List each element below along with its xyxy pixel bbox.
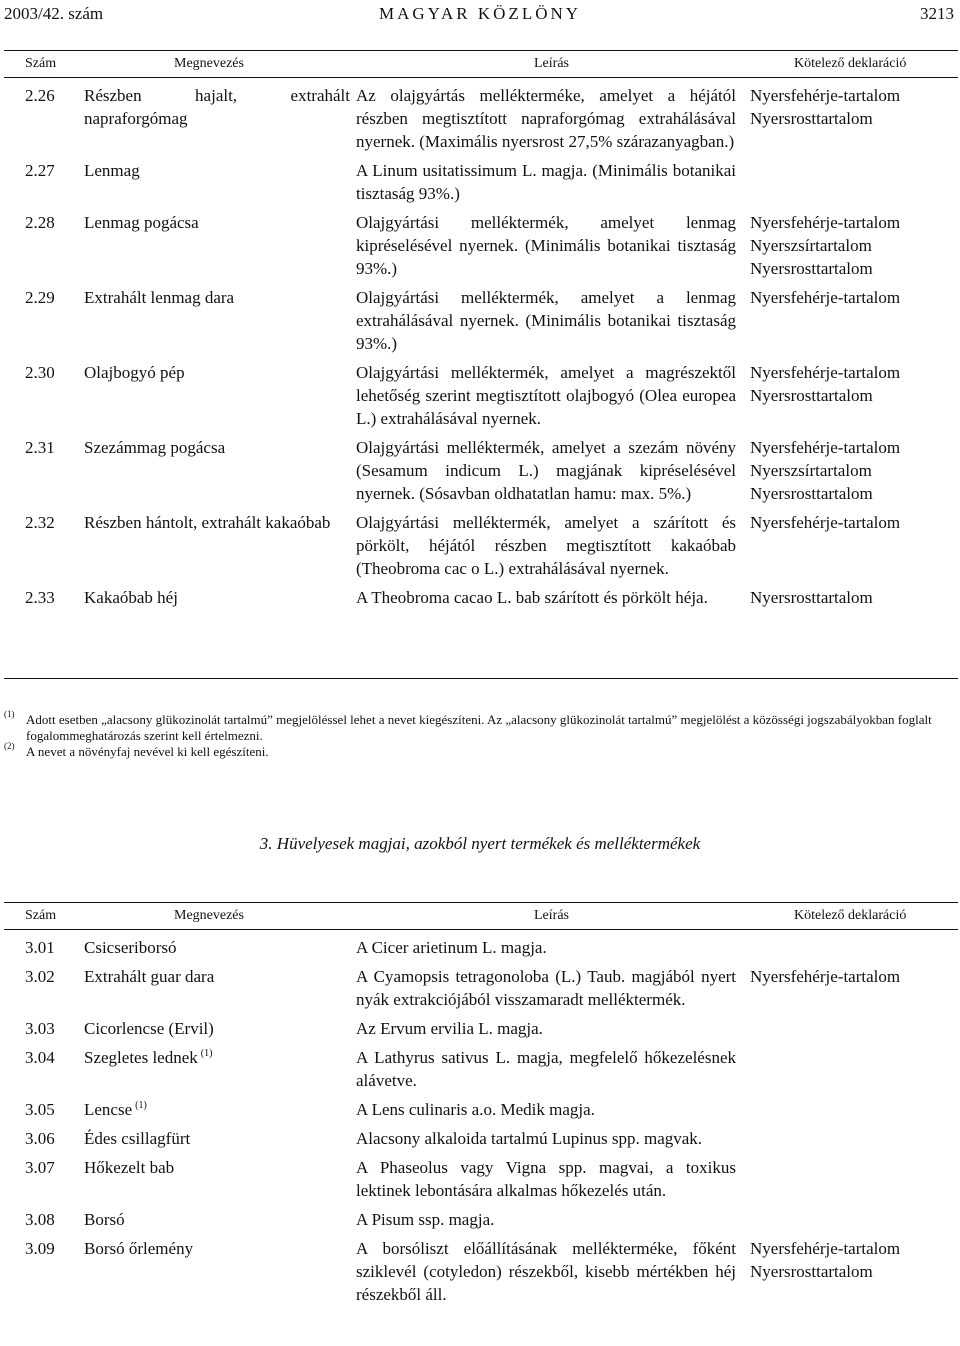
row-description: A Theobroma cacao L. bab szárított és pörkölt héja. [356, 588, 708, 607]
row-name-cell [84, 936, 356, 959]
row-number: 2.32 [25, 513, 55, 532]
table-row [4, 511, 958, 586]
table-row [4, 286, 958, 361]
row-number: 2.31 [25, 438, 55, 457]
column-header-num: Szám [25, 908, 57, 923]
row-declarations [750, 159, 958, 205]
table-row [4, 1098, 958, 1127]
table-row [4, 159, 958, 211]
table-row [4, 84, 958, 159]
row-description: A Phaseolus vagy Vigna spp. magvai, a toxikus lektinek lebontására alkalmas hőkezelés után. [356, 1158, 736, 1200]
row-number: 2.26 [25, 86, 55, 105]
row-description: Alacsony alkaloida tartalmú Lupinus spp. magvak. [356, 1129, 703, 1148]
table-row [4, 1237, 958, 1312]
column-header-num: Szám [25, 56, 57, 71]
declaration-item: Nyersrosttartalom [750, 259, 873, 278]
row-description: Az olajgyártás mellékterméke, amelyet a héjától részben megtisztított napraforgómag extrahálásával nyernek. (Maximális nyersrost 27,5% szárazanyagban.) [356, 86, 736, 151]
row-description: A Lathyrus sativus L. magja, megfelelő hőkezelésnek alávetve. [356, 1048, 736, 1090]
row-name-cell [84, 1237, 356, 1306]
column-header-decl: Kötelező deklaráció [794, 908, 907, 923]
row-name: Szezámmag pogácsa [84, 438, 226, 457]
row-name-cell [84, 1127, 356, 1150]
journal-title: MAGYAR KÖZLÖNY [378, 4, 582, 23]
declaration-item: Nyersfehérje-tartalom [750, 438, 901, 457]
row-number: 3.02 [25, 967, 55, 986]
footnote [4, 709, 958, 744]
table-row [4, 361, 958, 436]
row-name: Lenmag pogácsa [84, 213, 199, 232]
row-number: 3.01 [25, 938, 55, 957]
table-row [4, 586, 958, 615]
row-declarations [750, 586, 958, 609]
row-name-cell [84, 1046, 356, 1092]
column-header-desc: Leírás [534, 56, 569, 71]
row-number: 3.08 [25, 1210, 55, 1229]
footnote-text: Adott esetben „alacsony glükozinolát tartalmú” megjelöléssel lehet a nevet kiegészíteni. Az „alacsony glükozinolát tartalmú” megjelölést a közösségi jogszabályokban foglalt fogalommeghatározás szerint kell értelmezni. [26, 712, 932, 743]
row-description: A borsóliszt előállításának mellékterméke, főként sziklevél (cotyledon) részekből, kisebb mértékben héj részekből áll. [356, 1239, 736, 1304]
declaration-item: Nyersfehérje-tartalom [750, 967, 901, 986]
row-name-cell [84, 286, 356, 355]
declaration-item: Nyersrosttartalom [750, 386, 873, 405]
declaration-item: Nyersfehérje-tartalom [750, 213, 901, 232]
table-row [4, 1156, 958, 1208]
row-name: Borsó őrlemény [84, 1239, 194, 1258]
row-name: Részben hajalt, extrahált napraforgómag [84, 86, 350, 128]
row-name: Lencse [84, 1100, 133, 1119]
row-declarations [750, 211, 958, 280]
declaration-item: Nyersfehérje-tartalom [750, 1239, 901, 1258]
table-row [4, 211, 958, 286]
row-number: 3.07 [25, 1158, 55, 1177]
row-declarations [750, 436, 958, 505]
row-description: Olajgyártási melléktermék, amelyet a szárított és pörkölt, héjától részben megtisztított kakaóbab (Theobroma cac o L.) extrahálásával nyernek. [356, 513, 736, 578]
row-name: Csicseriborsó [84, 938, 177, 957]
row-name: Édes csillagfürt [84, 1129, 191, 1148]
row-name-cell [84, 511, 356, 580]
declaration-item: Nyersfehérje-tartalom [750, 86, 901, 105]
row-description: A Cyamopsis tetragonoloba (L.) Taub. magjából nyert nyák extrakciójából visszamaradt melléktermék. [356, 967, 736, 1009]
row-name: Kakaóbab héj [84, 588, 178, 607]
footnote [4, 741, 958, 760]
table-bottom-rule [4, 678, 958, 679]
row-number: 2.30 [25, 363, 55, 382]
row-declarations [750, 936, 958, 959]
row-name-cell [84, 436, 356, 505]
row-number: 2.28 [25, 213, 55, 232]
row-description: A Pisum ssp. magja. [356, 1210, 495, 1229]
page-number: 3213 [920, 4, 954, 23]
row-declarations [750, 1046, 958, 1092]
row-number: 2.27 [25, 161, 55, 180]
row-declarations [750, 511, 958, 580]
declaration-item: Nyersrosttartalom [750, 588, 873, 607]
row-number: 3.06 [25, 1129, 55, 1148]
row-name: Cicorlencse (Ervil) [84, 1019, 214, 1038]
row-number: 2.29 [25, 288, 55, 307]
column-header-name: Megnevezés [174, 56, 244, 71]
row-description: Az Ervum ervilia L. magja. [356, 1019, 543, 1038]
row-description: Olajgyártási melléktermék, amelyet lenmag kipréselésével nyernek. (Minimális botanikai tisztaság 93%.) [356, 213, 736, 278]
column-header-name: Megnevezés [174, 908, 244, 923]
declaration-item: Nyersrosttartalom [750, 109, 873, 128]
row-declarations [750, 1098, 958, 1121]
row-name: Részben hántolt, extrahált kakaóbab [84, 513, 331, 532]
issue-number: 2003/42. szám [4, 4, 104, 23]
row-name: Szegletes lednek [84, 1048, 198, 1067]
footnote-reference: (1) [135, 1100, 147, 1112]
row-declarations [750, 1208, 958, 1231]
declaration-item: Nyersfehérje-tartalom [750, 513, 901, 532]
footnotes [4, 709, 958, 760]
row-name: Lenmag [84, 161, 140, 180]
table-header-1 [4, 50, 958, 78]
table-row [4, 1017, 958, 1046]
table-row [4, 965, 958, 1017]
row-name: Extrahált guar dara [84, 967, 215, 986]
row-declarations [750, 965, 958, 1011]
row-number: 2.33 [25, 588, 55, 607]
table-row [4, 1127, 958, 1156]
table-row [4, 1208, 958, 1237]
declaration-item: Nyersfehérje-tartalom [750, 288, 901, 307]
row-name-cell [84, 1208, 356, 1231]
row-name: Borsó [84, 1210, 125, 1229]
row-declarations [750, 286, 958, 355]
row-number: 3.05 [25, 1100, 55, 1119]
row-description: A Cicer arietinum L. magja. [356, 938, 547, 957]
row-description: Olajgyártási melléktermék, amelyet a szezám növény (Sesamum indicum L.) magjának kipréselésével nyernek. (Sósavban oldhatatlan hamu: max. 5%.) [356, 438, 736, 503]
declaration-item: Nyersrosttartalom [750, 484, 873, 503]
row-declarations [750, 1156, 958, 1202]
row-name-cell [84, 1017, 356, 1040]
feed-table-section-2 [4, 84, 958, 615]
footnote-mark: (1) [4, 709, 15, 719]
row-number: 3.09 [25, 1239, 55, 1258]
footnote-reference: (1) [200, 1048, 213, 1060]
row-name: Olajbogyó pép [84, 363, 185, 382]
row-name-cell [84, 1156, 356, 1202]
table-header-2 [4, 902, 958, 930]
row-description: Olajgyártási melléktermék, amelyet a magrészektől lehetőség szerint megtisztított olajbogyó (Olea europea L.) extrahálásával nyernek. [356, 363, 736, 428]
row-description: Olajgyártási melléktermék, amelyet a lenmag extrahálásával nyernek. (Minimális botanikai tisztaság 93%.) [356, 288, 736, 353]
row-name-cell [84, 361, 356, 430]
row-number: 3.04 [25, 1048, 55, 1067]
declaration-item: Nyerszsírtartalom [750, 236, 872, 255]
column-header-desc: Leírás [534, 908, 569, 923]
row-declarations [750, 1127, 958, 1150]
row-name-cell [84, 586, 356, 609]
feed-table-section-3 [4, 936, 958, 1312]
footnote-text: A nevet a növényfaj nevével ki kell egészíteni. [26, 744, 269, 759]
row-name-cell [84, 159, 356, 205]
declaration-item: Nyerszsírtartalom [750, 461, 872, 480]
column-header-decl: Kötelező deklaráció [794, 56, 907, 71]
row-name-cell [84, 211, 356, 280]
row-description: A Lens culinaris a.o. Medik magja. [356, 1100, 595, 1119]
declaration-item: Nyersrosttartalom [750, 1262, 873, 1281]
footnote-mark: (2) [4, 741, 15, 751]
section-title: 3. Hüvelyesek magjai, azokból nyert termékek és melléktermékek [259, 834, 701, 853]
table-row [4, 936, 958, 965]
page-header [0, 4, 960, 28]
row-description: A Linum usitatissimum L. magja. (Minimális botanikai tisztaság 93%.) [356, 161, 736, 203]
row-declarations [750, 1237, 958, 1306]
row-number: 3.03 [25, 1019, 55, 1038]
row-name: Extrahált lenmag dara [84, 288, 235, 307]
row-declarations [750, 361, 958, 430]
row-name-cell [84, 965, 356, 1011]
row-name-cell [84, 84, 356, 153]
table-row [4, 1046, 958, 1098]
row-name: Hőkezelt bab [84, 1158, 175, 1177]
table-row [4, 436, 958, 511]
row-name-cell [84, 1098, 356, 1121]
row-declarations [750, 1017, 958, 1040]
row-declarations [750, 84, 958, 153]
declaration-item: Nyersfehérje-tartalom [750, 363, 901, 382]
